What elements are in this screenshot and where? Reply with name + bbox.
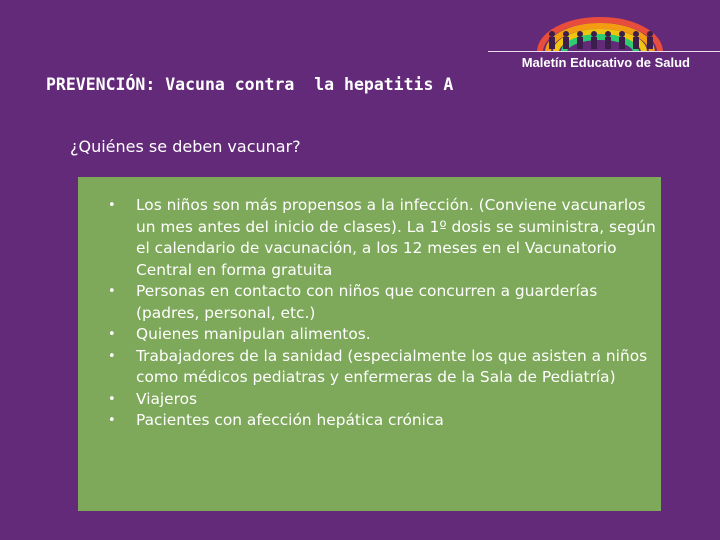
bullet-text: Personas en contacto con niños que concurren a guarderías (padres, personal, etc.) — [136, 282, 598, 322]
bullet-list — [108, 195, 656, 432]
list-item — [108, 281, 656, 324]
slide-subtitle: ¿Quiénes se deben vacunar? — [70, 137, 301, 156]
brand-label: Maletín Educativo de Salud — [521, 55, 690, 70]
bullet-icon: • — [108, 348, 116, 364]
bullet-text: Los niños son más propensos a la infección. (Conviene vacunarlos un mes antes del inicio de clases). La 1º dosis se suministra, según el calendario de vacunación, a los 12 meses en el Vacunatorio Central en forma gratuita — [136, 196, 656, 279]
bullet-icon: • — [108, 198, 116, 213]
bullet-text: Trabajadores de la sanidad (especialmente los que asisten a niños como médicos pediatras y enfermeras de la Sala de Pediatría) — [136, 346, 648, 386]
list-item — [108, 346, 656, 389]
bullet-icon: • — [108, 284, 116, 299]
list-item — [108, 410, 656, 432]
content-box — [78, 177, 661, 511]
bullet-icon: • — [108, 413, 116, 428]
list-item — [108, 389, 656, 411]
list-item — [108, 195, 656, 281]
logo-divider — [488, 51, 720, 52]
slide-title: PREVENCIÓN: Vacuna contra la hepatitis A — [46, 75, 454, 94]
bullet-text: Pacientes con afección hepática crónica — [136, 411, 444, 429]
bullet-icon: • — [108, 327, 116, 342]
bullet-icon: • — [108, 391, 116, 407]
bullet-text: Quienes manipulan alimentos. — [136, 325, 371, 343]
bullet-text: Viajeros — [136, 389, 198, 408]
list-item — [108, 324, 656, 346]
